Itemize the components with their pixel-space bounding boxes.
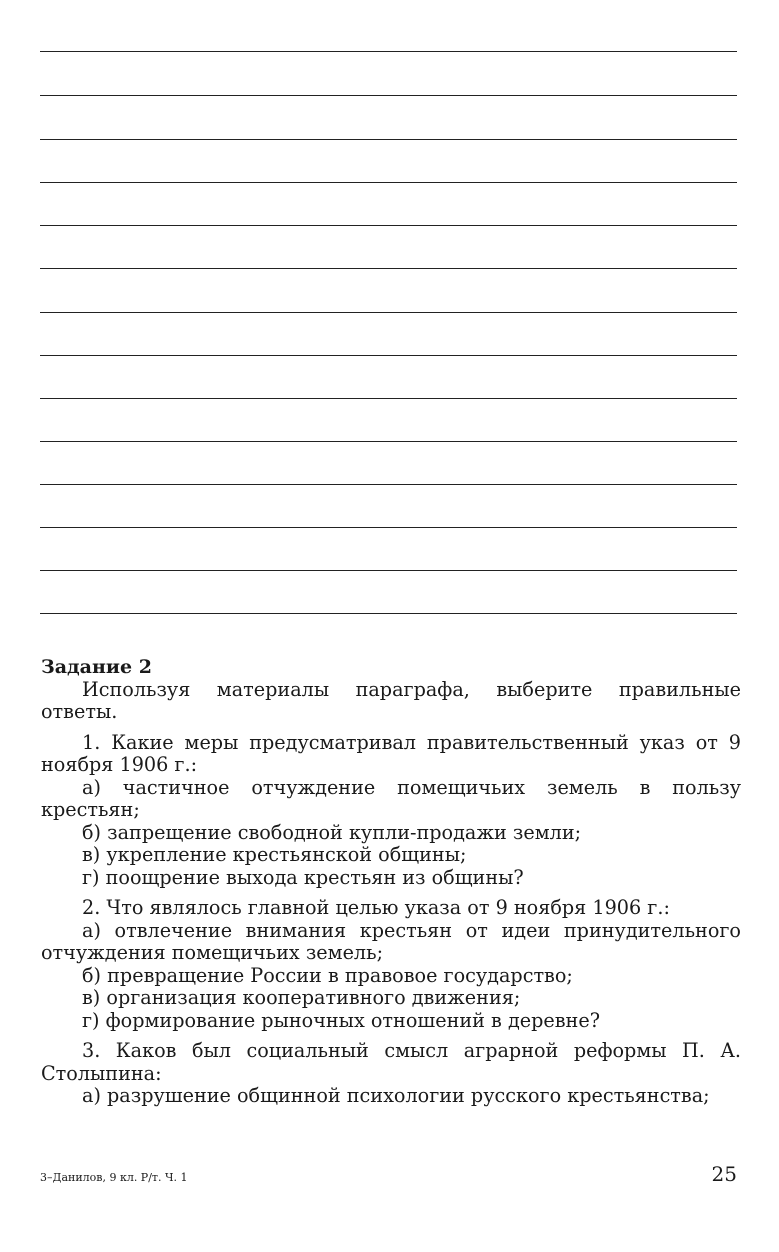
task-heading: Задание 2	[41, 656, 152, 678]
question-1	[41, 732, 741, 890]
answer-option[interactable]: в) укрепление крестьянской общины;	[82, 843, 467, 866]
answer-line[interactable]	[40, 95, 737, 96]
answer-option[interactable]: г) формирование рыночных отношений в деревне?	[82, 1008, 600, 1032]
answer-option[interactable]: г) поощрение выхода крестьян из общины?	[82, 865, 524, 889]
answer-option[interactable]: в) организация кооперативного движения;	[82, 986, 521, 1009]
answer-line[interactable]	[40, 51, 737, 52]
answer-option[interactable]: б) превращение России в правовое государство;	[82, 963, 573, 987]
task-intro: Используя материалы параграфа, выберите правильные ответы.	[41, 677, 741, 723]
answer-line[interactable]	[40, 570, 737, 571]
answer-option[interactable]: а) отвлечение внимания крестьян от идеи принудительного отчуждения помещичьих земель;	[41, 918, 741, 964]
question-2	[41, 897, 741, 1032]
answer-line[interactable]	[40, 398, 737, 399]
answer-line[interactable]	[40, 182, 737, 183]
answer-option[interactable]: а) разрушение общинной психологии русского крестьянства;	[82, 1084, 710, 1107]
task-block	[41, 656, 741, 1108]
page-number: 25	[711, 1162, 737, 1186]
question-text: 2. Что являлось главной целью указа от 9 ноября 1906 г.:	[82, 896, 670, 919]
answer-line[interactable]	[40, 139, 737, 140]
answer-line[interactable]	[40, 355, 737, 356]
answer-line[interactable]	[40, 613, 737, 614]
answer-line[interactable]	[40, 527, 737, 528]
question-text: 3. Каков был социальный смысл аграрной реформы П. А. Столыпина:	[41, 1039, 741, 1085]
answer-option[interactable]: а) частичное отчуждение помещичьих земель в пользу крестьян;	[41, 775, 741, 821]
question-text: 1. Какие меры предусматривал правительственный указ от 9 ноября 1906 г.:	[41, 730, 741, 776]
question-3	[41, 1040, 741, 1108]
answer-line[interactable]	[40, 312, 737, 313]
answer-line[interactable]	[40, 268, 737, 269]
answer-option[interactable]: б) запрещение свободной купли-продажи земли;	[82, 820, 582, 844]
footer-signature: 3–Данилов, 9 кл. Р/т. Ч. 1	[40, 1171, 188, 1184]
answer-line[interactable]	[40, 484, 737, 485]
answer-line[interactable]	[40, 225, 737, 226]
answer-line[interactable]	[40, 441, 737, 442]
